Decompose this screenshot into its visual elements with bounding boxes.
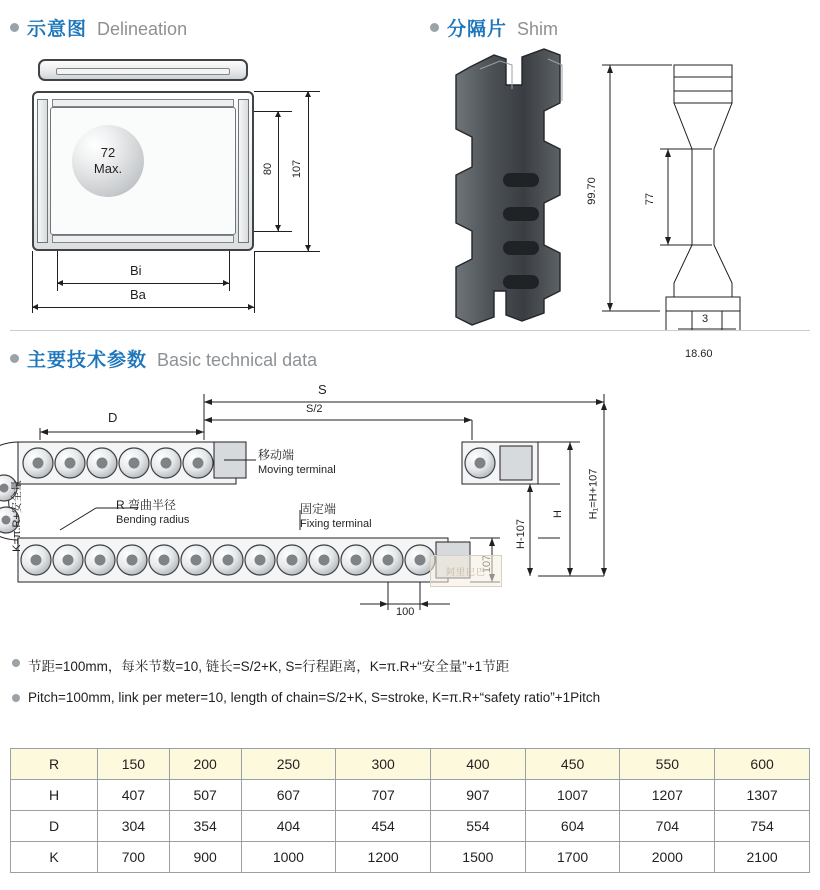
section-title-en: Shim xyxy=(517,19,559,39)
table-row-label: K xyxy=(11,842,98,873)
arrow-down-107 xyxy=(305,245,311,251)
table-cell: 1307 xyxy=(715,780,810,811)
arrow-right-ba xyxy=(248,304,254,310)
chain-lid xyxy=(38,59,248,81)
arrow-left-bi xyxy=(57,280,63,286)
ext-line-bottom xyxy=(254,251,320,252)
dim-line-107 xyxy=(308,91,309,251)
btd-dim-label-H-107: H-107 xyxy=(514,519,527,549)
btd-label-K: K=π.R+安全量 xyxy=(11,480,23,552)
shim-front-view-svg xyxy=(420,45,810,330)
table-cell: 454 xyxy=(336,811,431,842)
btd-fixing-terminal-cn: 固定端 xyxy=(300,502,337,516)
note-text-en: Pitch=100mm, link per meter=10, length of chain=S/2+K, S=stroke, K=π.R+“safety ratio”+1Pitch xyxy=(28,690,601,705)
btd-dim-label-100: 100 xyxy=(396,606,415,618)
divider xyxy=(10,330,810,331)
dim-line-80 xyxy=(278,111,279,231)
ext-line-80-top xyxy=(254,111,292,112)
dim-S2 xyxy=(204,420,472,440)
basic-technical-data-drawing xyxy=(0,380,820,640)
table-cell: 407 xyxy=(98,780,170,811)
table-cell: 1200 xyxy=(336,842,431,873)
table-header-cell: 300 xyxy=(336,749,431,780)
chain-right-assembly xyxy=(462,442,538,484)
table-header-cell: 150 xyxy=(98,749,170,780)
btd-bending-radius-en: Bending radius xyxy=(116,514,190,526)
table-cell: 754 xyxy=(715,811,810,842)
table-cell: 1207 xyxy=(620,780,715,811)
shim-drawing xyxy=(420,45,810,360)
table-cell: 1700 xyxy=(525,842,620,873)
watermark: 阿里巴巴 xyxy=(430,555,502,587)
bullet-icon xyxy=(430,23,439,32)
shim-side-view xyxy=(666,65,740,311)
table-cell: 900 xyxy=(169,842,241,873)
bullet-icon xyxy=(12,694,20,702)
section-title-cn: 分隔片 xyxy=(447,19,508,40)
arrow-up-107 xyxy=(305,91,311,97)
note-en xyxy=(12,690,600,705)
table-cell: 304 xyxy=(98,811,170,842)
btd-label-D: D xyxy=(108,410,118,425)
table-cell: 704 xyxy=(620,811,715,842)
chain-side-right xyxy=(238,99,249,243)
ball-unit: Max. xyxy=(93,161,123,176)
section-header-basic-technical-data xyxy=(10,345,317,372)
table-header-row xyxy=(11,749,810,780)
btd-dim-label-H: H xyxy=(551,510,564,518)
dim-label-bi: Bi xyxy=(130,263,142,278)
table-cell: 1007 xyxy=(525,780,620,811)
chain-lower-run xyxy=(18,538,470,582)
ext-line-bi-right xyxy=(229,251,230,291)
table-header-cell: 400 xyxy=(431,749,526,780)
dim-line-bi xyxy=(57,283,229,284)
chain-upper-run xyxy=(18,442,246,484)
chain-rib-top xyxy=(52,99,234,107)
bullet-icon xyxy=(12,659,20,667)
chain-body xyxy=(32,91,254,251)
ball-value: 72 xyxy=(100,144,116,160)
delineation-drawing xyxy=(10,45,340,320)
bullet-icon xyxy=(10,23,19,32)
dim-label-107: 107 xyxy=(291,159,304,179)
table-row xyxy=(11,811,810,842)
ext-line-ba-right xyxy=(254,251,255,313)
note-cn xyxy=(12,655,509,675)
dim-label-ba: Ba xyxy=(130,287,146,302)
arrow-left-ba xyxy=(32,304,38,310)
table-cell: 354 xyxy=(169,811,241,842)
table-cell: 707 xyxy=(336,780,431,811)
btd-bending-radius-cn: R 弯曲半径 xyxy=(116,498,177,512)
shim-dim-label-3: 3 xyxy=(702,313,709,325)
table-cell: 507 xyxy=(169,780,241,811)
table-cell: 2000 xyxy=(620,842,715,873)
spec-table xyxy=(10,748,810,873)
shim-body xyxy=(456,49,562,325)
bullet-icon xyxy=(10,354,19,363)
table-cell: 604 xyxy=(525,811,620,842)
btd-label-S: S xyxy=(318,382,327,397)
btd-moving-terminal-en: Moving terminal xyxy=(258,464,336,476)
table-row xyxy=(11,780,810,811)
section-title-en: Delineation xyxy=(97,19,188,39)
shim-dim-label-77: 77 xyxy=(644,192,657,206)
table-cell: 1500 xyxy=(431,842,526,873)
arrow-up-80 xyxy=(275,111,281,117)
btd-moving-terminal-cn: 移动端 xyxy=(258,448,295,462)
section-title-cn: 主要技术参数 xyxy=(27,350,148,371)
table-row-label: H xyxy=(11,780,98,811)
section-header-delineation xyxy=(10,14,187,41)
btd-fixing-terminal-en: Fixing terminal xyxy=(300,518,372,530)
shim-dim-label-1860: 18.60 xyxy=(685,348,713,360)
dim-D xyxy=(40,428,204,440)
section-title-cn: 示意图 xyxy=(27,19,88,40)
dim-H-107 xyxy=(530,484,560,576)
table-header-cell: 200 xyxy=(169,749,241,780)
table-row-label: D xyxy=(11,811,98,842)
ext-line-80-bottom xyxy=(254,231,292,232)
table-header-cell: R xyxy=(11,749,98,780)
btd-dim-label-H1: H₁=H+107 xyxy=(587,468,600,520)
table-cell: 1000 xyxy=(241,842,336,873)
btd-label-S2: S/2 xyxy=(306,403,323,415)
dim-line-ba xyxy=(32,307,254,308)
table-header-cell: 250 xyxy=(241,749,336,780)
table-row xyxy=(11,842,810,873)
chain-rib-bottom xyxy=(52,235,234,243)
shim-dim-label-9970: 99.70 xyxy=(585,177,598,205)
table-header-cell: 450 xyxy=(525,749,620,780)
table-cell: 554 xyxy=(431,811,526,842)
ball-diameter-indicator xyxy=(72,125,144,197)
table-header-cell: 600 xyxy=(715,749,810,780)
table-cell: 607 xyxy=(241,780,336,811)
table-cell: 404 xyxy=(241,811,336,842)
table-cell: 2100 xyxy=(715,842,810,873)
dim-label-80: 80 xyxy=(262,162,275,176)
section-header-shim xyxy=(430,14,558,41)
arrow-down-80 xyxy=(275,225,281,231)
table-header-cell: 550 xyxy=(620,749,715,780)
arrow-right-bi xyxy=(223,280,229,286)
table-cell: 700 xyxy=(98,842,170,873)
chain-side-left xyxy=(37,99,48,243)
section-title-en: Basic technical data xyxy=(157,350,318,370)
table-cell: 907 xyxy=(431,780,526,811)
note-text-cn: 节距=100mm，每米节数=10, 链长=S/2+K, S=行程距离，K=π.R+“安全量”+1节距 xyxy=(28,659,510,674)
